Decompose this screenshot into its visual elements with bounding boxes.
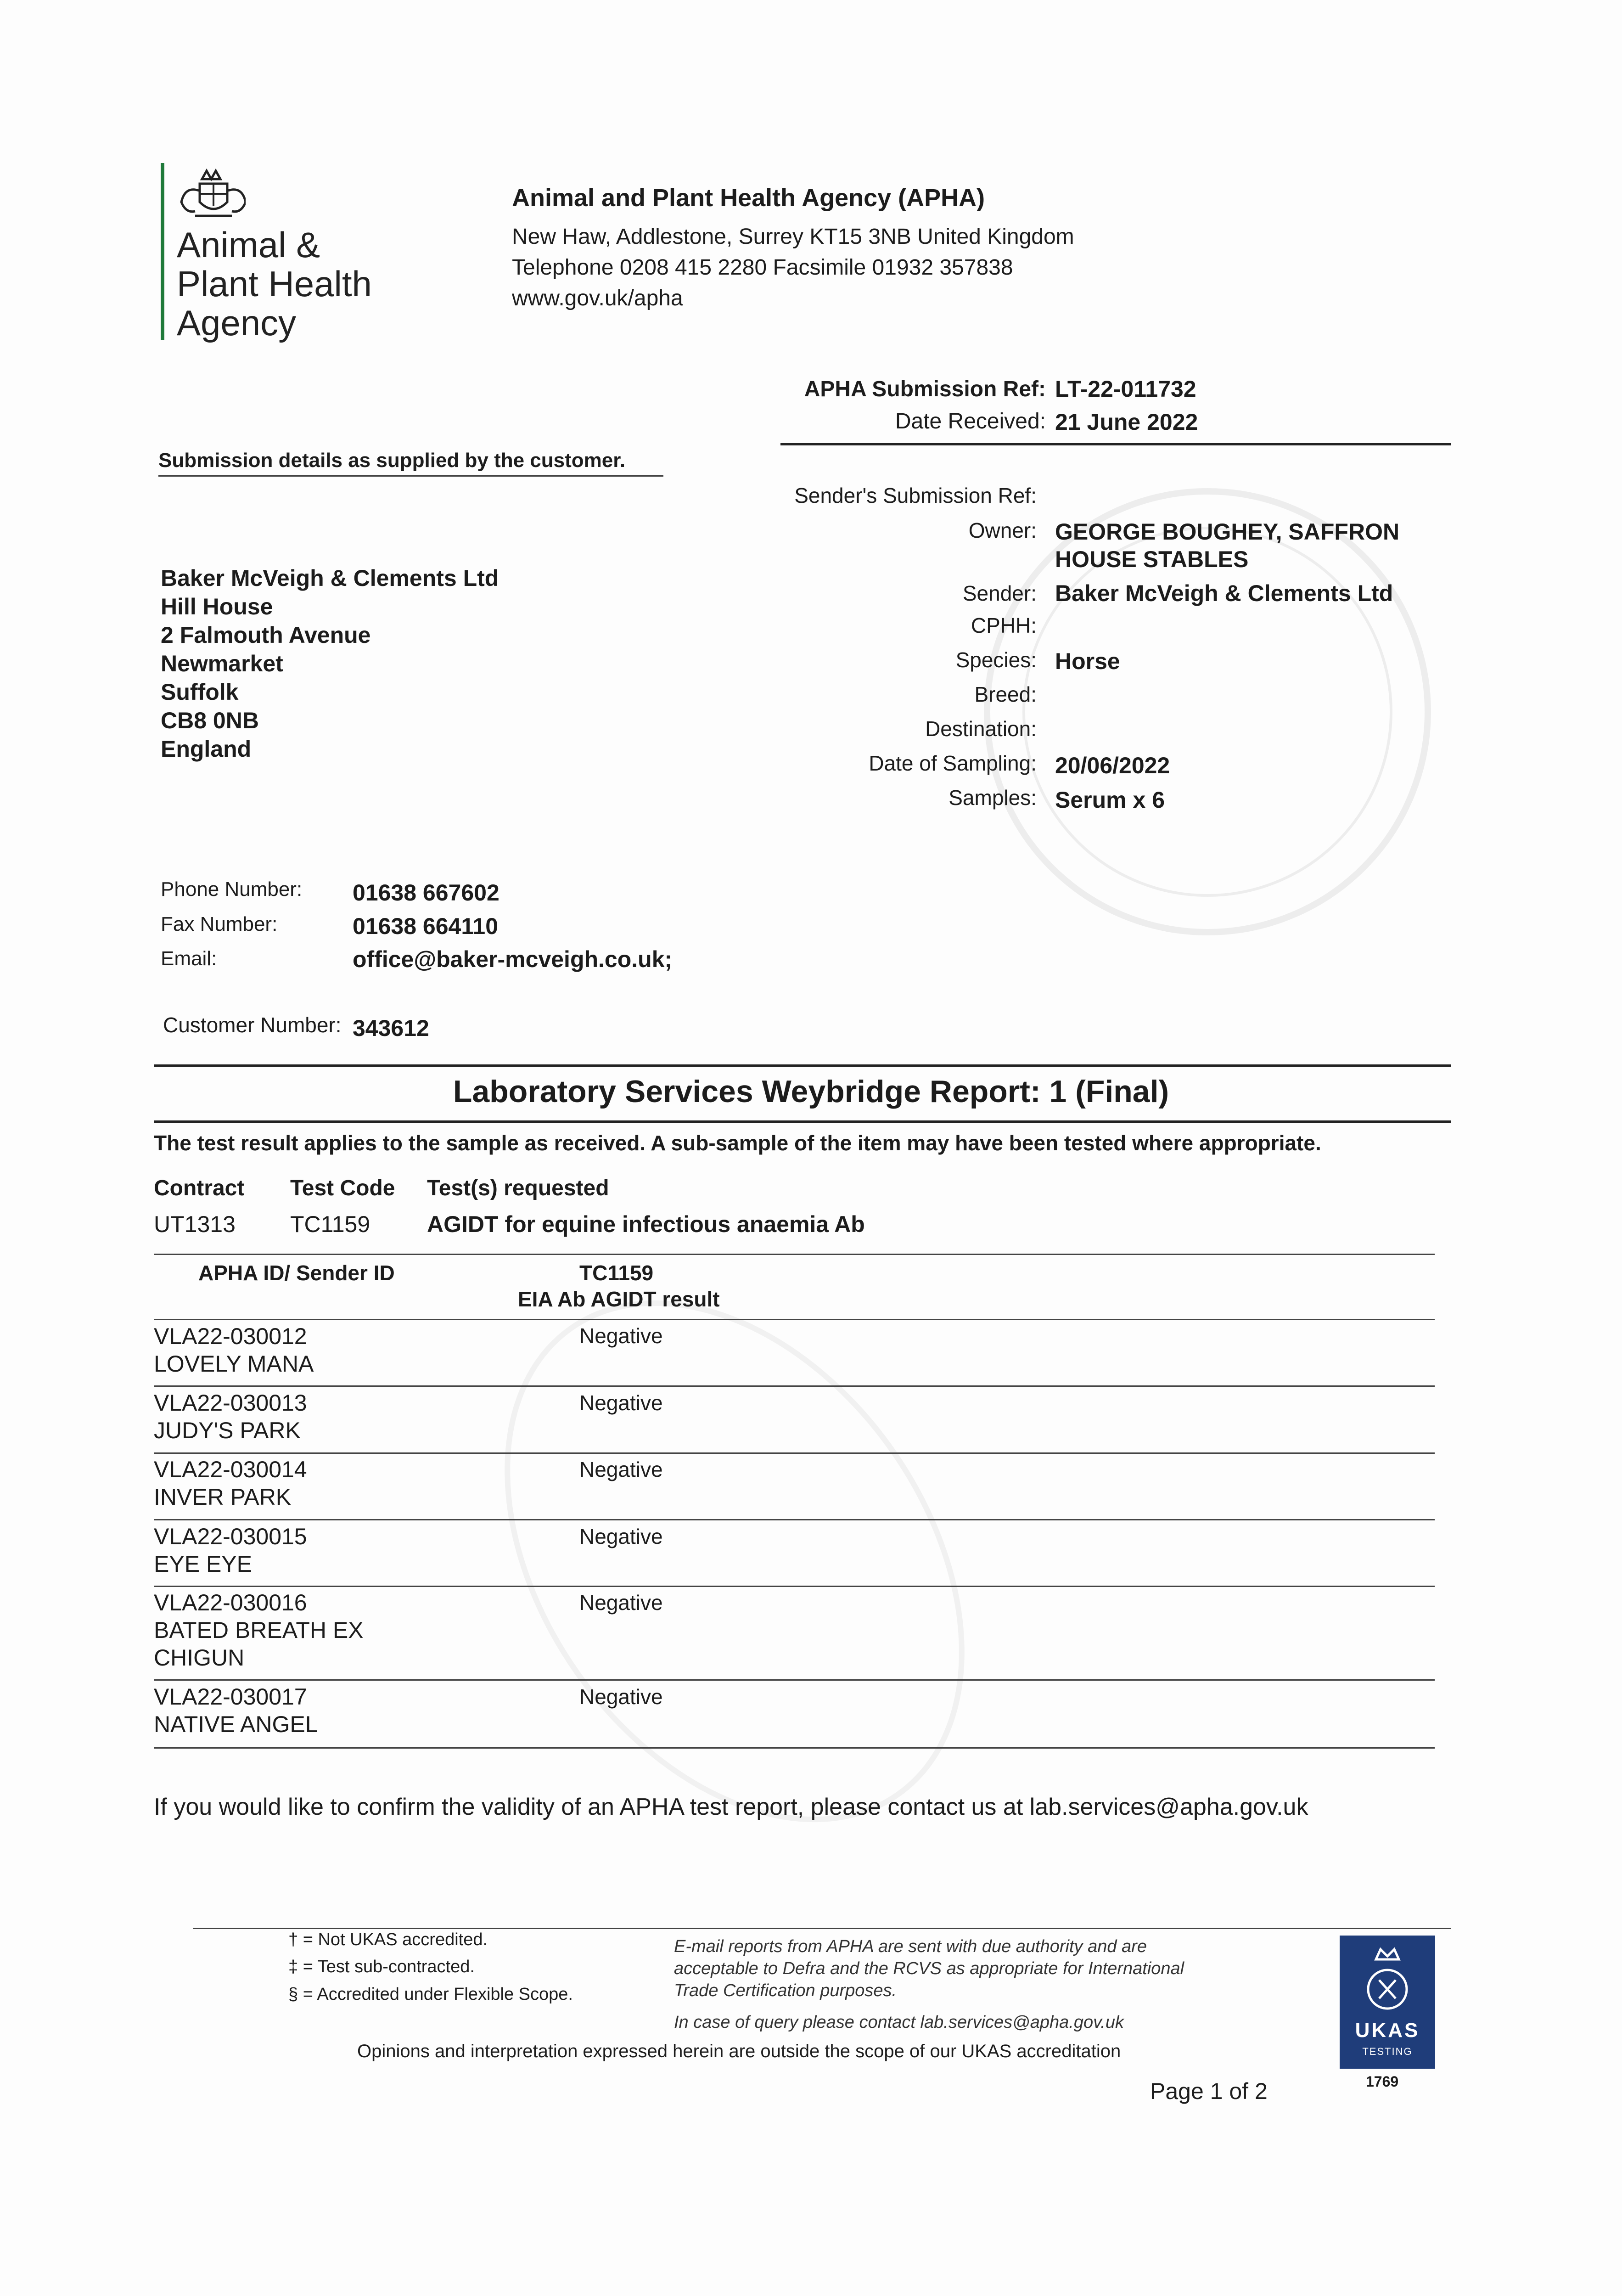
submission-details-heading: Submission details as supplied by the customer. [158, 449, 626, 472]
sample-result: Negative [579, 1391, 663, 1415]
phone-label: Phone Number: [161, 878, 303, 900]
results-header-rule [154, 1319, 1435, 1320]
sample-id: VLA22-030012 [154, 1323, 307, 1349]
ukas-crown-icon [1355, 1941, 1420, 2015]
row-divider [154, 1519, 1435, 1520]
sample-name: LOVELY MANA [154, 1351, 314, 1377]
table-row [154, 1589, 364, 1671]
tests-requested-header: Test(s) requested [427, 1176, 609, 1200]
disclaimer-line: E-mail reports from APHA are sent with due authority and are [674, 1937, 1147, 1956]
logo-text-line-2: Plant Health [177, 264, 372, 304]
opinions-statement: Opinions and interpretation expressed herein are outside the scope of our UKAS accreditation [357, 2041, 1121, 2061]
sample-result: Negative [579, 1458, 663, 1481]
email-disclaimer [674, 1936, 1184, 2002]
sample-id: VLA22-030017 [154, 1684, 307, 1710]
owner-label: Owner: [968, 518, 1037, 542]
ukas-number: 1769 [1366, 2073, 1399, 2090]
header-rule [780, 443, 1451, 445]
agency-address: New Haw, Addlestone, Surrey KT15 3NB United Kingdom [512, 225, 1074, 249]
contract-header: Contract [154, 1176, 245, 1200]
agency-website: www.gov.uk/apha [512, 286, 683, 310]
sample-name: BATED BREATH EX [154, 1617, 364, 1643]
disclaimer-line: acceptable to Defra and the RCVS as appropriate for International [674, 1959, 1184, 1978]
sample-id: VLA22-030014 [154, 1457, 307, 1482]
sample-result: Negative [579, 1525, 663, 1548]
sample-name: INVER PARK [154, 1484, 292, 1510]
legend-not-accredited: † = Not UKAS accredited. [288, 1930, 488, 1949]
results-code-header: TC1159 [579, 1261, 654, 1285]
row-divider [154, 1679, 1435, 1681]
samples-value: Serum x 6 [1055, 787, 1165, 813]
date-of-sampling-label: Date of Sampling: [869, 751, 1037, 775]
table-row [154, 1322, 314, 1378]
footer-rule [193, 1928, 1451, 1929]
report-top-rule [154, 1064, 1451, 1067]
fax-value: 01638 664110 [353, 913, 499, 939]
sample-name: JUDY'S PARK [154, 1418, 301, 1443]
report-title: Laboratory Services Weybridge Report: 1 (Final) [453, 1074, 1169, 1109]
address-line: Newmarket [161, 651, 283, 676]
senders-ref-label: Sender's Submission Ref: [794, 484, 1037, 507]
address-line: CB8 0NB [161, 708, 259, 733]
owner-value-line-2: HOUSE STABLES [1055, 546, 1249, 572]
sample-id: VLA22-030016 [154, 1590, 307, 1615]
query-contact: In case of query please contact lab.services@apha.gov.uk [674, 2013, 1124, 2032]
date-received-label: Date Received: [895, 409, 1046, 433]
row-divider [154, 1586, 1435, 1587]
sample-id: VLA22-030013 [154, 1390, 307, 1416]
test-code-value: TC1159 [290, 1211, 370, 1237]
submission-ref-label: APHA Submission Ref: [804, 377, 1046, 401]
table-row [154, 1389, 307, 1444]
address-line: Hill House [161, 594, 273, 619]
table-row [154, 1683, 318, 1738]
owner-value-line-1: GEORGE BOUGHEY, SAFFRON [1055, 519, 1400, 545]
royal-crest-icon [177, 165, 246, 223]
phone-value: 01638 667602 [353, 880, 500, 906]
customer-number-value: 343612 [353, 1015, 429, 1041]
results-id-header: APHA ID/ Sender ID [198, 1261, 395, 1285]
logo-text-line-3: Agency [177, 303, 297, 343]
address-line: Suffolk [161, 679, 239, 705]
report-title-rule [154, 1120, 1451, 1123]
table-row [154, 1456, 307, 1511]
sample-name: NATIVE ANGEL [154, 1711, 318, 1737]
address-line: 2 Falmouth Avenue [161, 622, 371, 648]
tests-requested-value: AGIDT for equine infectious anaemia Ab [427, 1211, 865, 1237]
species-label: Species: [955, 648, 1037, 672]
row-divider [154, 1385, 1435, 1387]
ukas-testing-label: TESTING [1362, 2046, 1413, 2057]
destination-label: Destination: [925, 717, 1037, 741]
samples-label: Samples: [949, 786, 1037, 810]
sender-label: Sender: [962, 581, 1037, 605]
breed-label: Breed: [974, 682, 1037, 706]
date-of-sampling-value: 20/06/2022 [1055, 753, 1170, 778]
page-number: Page 1 of 2 [1150, 2078, 1268, 2104]
results-result-header: EIA Ab AGIDT result [518, 1287, 720, 1311]
validity-notice: If you would like to confirm the validity of an APHA test report, please contact us at lab.services@apha.gov.uk [154, 1794, 1308, 1820]
agency-name: Animal and Plant Health Agency (APHA) [512, 184, 985, 212]
cphh-label: CPHH: [971, 613, 1037, 637]
ukas-badge [1340, 1936, 1435, 2069]
sample-name: EYE EYE [154, 1551, 252, 1577]
legend-sub-contracted: ‡ = Test sub-contracted. [288, 1957, 475, 1976]
customer-address [161, 564, 499, 763]
contract-value: UT1313 [154, 1211, 236, 1237]
disclaimer-line: Trade Certification purposes. [674, 1981, 897, 2000]
sample-result: Negative [579, 1591, 663, 1615]
email-label: Email: [161, 947, 217, 970]
results-bottom-rule [154, 1747, 1435, 1749]
email-value[interactable]: office@baker-mcveigh.co.uk; [353, 946, 673, 972]
sample-result: Negative [579, 1324, 663, 1348]
row-divider [154, 1452, 1435, 1454]
logo-green-bar [161, 163, 164, 340]
fax-label: Fax Number: [161, 913, 278, 935]
table-row [154, 1523, 307, 1578]
sample-id: VLA22-030015 [154, 1524, 307, 1549]
test-code-header: Test Code [290, 1176, 395, 1200]
sample-result: Negative [579, 1685, 663, 1709]
legend-flexible-scope: § = Accredited under Flexible Scope. [288, 1985, 573, 2004]
address-line: England [161, 736, 252, 762]
sender-value: Baker McVeigh & Clements Ltd [1055, 580, 1393, 606]
watermark-official-document-graphic [459, 1240, 1010, 1883]
ukas-label: UKAS [1355, 2019, 1420, 2042]
species-value: Horse [1055, 648, 1120, 674]
report-note: The test result applies to the sample as received. A sub-sample of the item may have been tested where appropriate. [154, 1131, 1321, 1155]
submission-ref-value: LT-22-011732 [1055, 376, 1196, 402]
details-underline [158, 475, 663, 477]
customer-number-label: Customer Number: [163, 1013, 342, 1037]
date-received-value: 21 June 2022 [1055, 409, 1198, 435]
logo-text-line-1: Animal & [177, 225, 320, 265]
agency-phone: Telephone 0208 415 2280 Facsimile 01932 357838 [512, 255, 1013, 280]
address-line: Baker McVeigh & Clements Ltd [161, 565, 499, 591]
sample-name-continued: CHIGUN [154, 1645, 245, 1671]
results-top-rule [154, 1254, 1435, 1255]
